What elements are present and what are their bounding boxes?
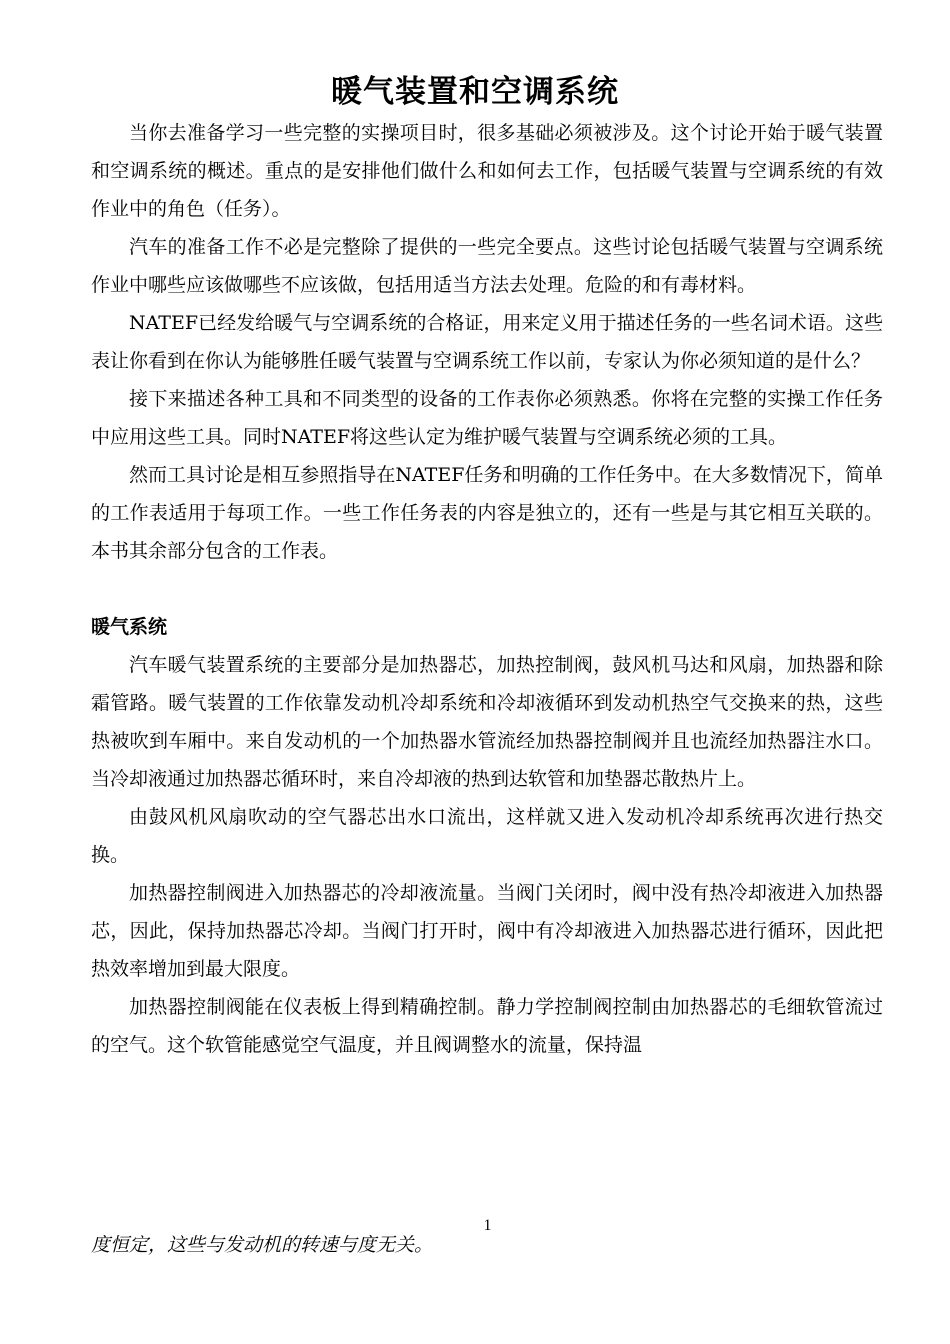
section-paragraph-1: 汽车暖气装置系统的主要部分是加热器芯，加热控制阀，鼓风机马达和风扇，加热器和除霜管路。暖气装置的工作依靠发动机冷却系统和冷却液循环到发动机热空气交换来的热，这些热被吹到车厢中。来自发动机的一个加热器水管流经加热器控制阀并且也流经加热器注水口。当冷却液通过加热器芯循环时，来自冷却液的热到达软管和加垫器芯散热片上。 (91, 654, 883, 790)
intro-paragraph-4: 接下来描述各种工具和不同类型的设备的工作表你必须熟悉。你将在完整的实操工作任务中应用这些工具。同时NATEF将这些认定为维护暖气装置与空调系统必须的工具。 (91, 388, 883, 448)
section-heading: 暖气系统 (91, 616, 168, 638)
document-body (91, 114, 883, 1064)
intro-paragraph-5: 然而工具讨论是相互参照指导在NATEF任务和明确的工作任务中。在大多数情况下，简单的工作表适用于每项工作。一些工作任务表的内容是独立的，还有一些是与其它相互关联的。本书其余部分包含的工作表。 (91, 464, 883, 562)
intro-paragraph-2: 汽车的准备工作不必是完整除了提供的一些完全要点。这些讨论包括暖气装置与空调系统作业中哪些应该做哪些不应该做，包括用适当方法去处理。危险的和有毒材料。 (91, 236, 883, 296)
section-paragraph-3: 加热器控制阀进入加热器芯的冷却液流量。当阀门关闭时，阀中没有热冷却液进入加热器芯，因此，保持加热器芯冷却。当阀门打开时，阀中有冷却液进入加热器芯进行循环，因此把热效率增加到最大限度。 (91, 882, 883, 980)
section-paragraph-2: 由鼓风机风扇吹动的空气器芯出水口流出，这样就又进入发动机冷却系统再次进行热交换。 (91, 806, 883, 866)
section-paragraph-4: 加热器控制阀能在仪表板上得到精确控制。静力学控制阀控制由加热器芯的毛细软管流过的空气。这个软管能感觉空气温度，并且阀调整水的流量，保持温 (91, 996, 883, 1056)
page-number: 1 (483, 1217, 492, 1234)
document-title: 暖气装置和空调系统 (331, 74, 619, 110)
intro-paragraph-3: NATEF已经发给暖气与空调系统的合格证，用来定义用于描述任务的一些名词术语。这些表让你看到在你认为能够胜任暖气装置与空调系统工作以前，专家认为你必须知道的是什么？ (91, 312, 883, 372)
section-spacer (91, 570, 883, 608)
intro-paragraph-1: 当你去准备学习一些完整的实操项目时，很多基础必须被涉及。这个讨论开始于暖气装置和空调系统的概述。重点的是安排他们做什么和如何去工作，包括暖气装置与空调系统的有效作业中的角色（任务）。 (91, 122, 883, 220)
last-line: 度恒定，这些与发动机的转速与度无关。 (91, 1234, 434, 1256)
